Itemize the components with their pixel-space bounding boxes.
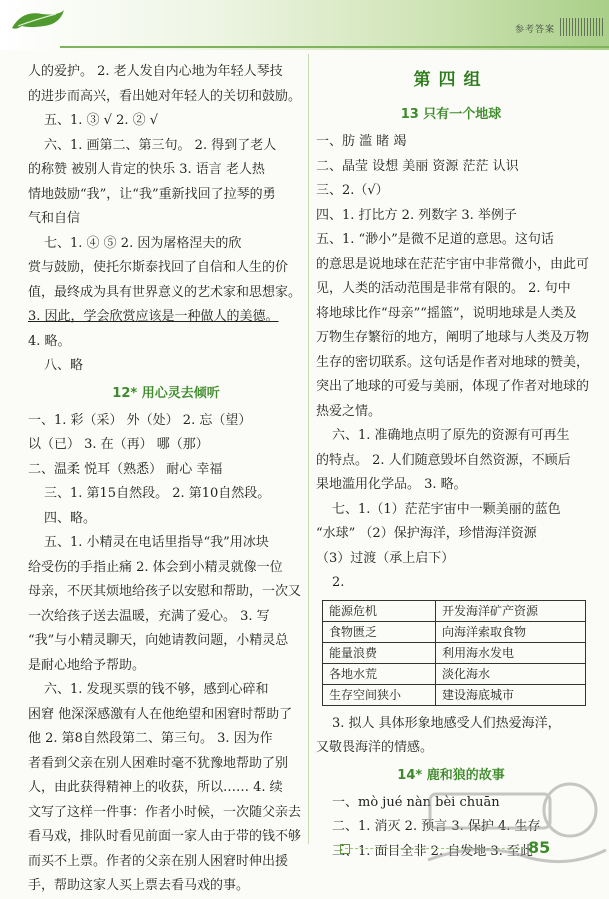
- text-line: 八、略: [44, 358, 84, 373]
- text-line: 手，帮助这家人买上票去看马戏的事。: [28, 878, 250, 893]
- text-line: 值，最终成为具有世界意义的艺术家和思想家。: [28, 284, 302, 300]
- text-line: 六、1. 画第二、第三句。 2. 得到了老人: [44, 137, 277, 153]
- section-title-13: 13 只有一个地球: [400, 107, 502, 122]
- text-line: 2.: [332, 575, 345, 590]
- text-line: 看马戏，排队时看见前面一家人由于带的钱不够: [28, 829, 302, 844]
- header-rule: [60, 46, 609, 48]
- text-line: 五、1. ③ √ 2. ② √: [44, 113, 159, 128]
- text-line: 二、晶莹 设想 美丽 资源 茫茫 认识: [316, 158, 519, 174]
- text-line: 三、1. 面目全非 2. 自发地 3. 至此: [332, 843, 533, 859]
- table-row: [323, 600, 586, 621]
- text-line: 一、肪 滥 睹 竭: [316, 134, 407, 149]
- text-line: 四、1. 打比方 2. 列数字 3. 举例子: [316, 207, 517, 223]
- table-cell: 各地水荒: [323, 663, 436, 684]
- text-line: 三、1. 第15自然段。 2. 第10自然段。: [44, 486, 271, 501]
- text-line: 热爱之情。: [316, 403, 382, 419]
- text-line: 而买不上票。作者的父亲在别人困窘时伸出援: [28, 853, 289, 869]
- table-cell: 淡化海水: [435, 663, 585, 684]
- table-cell: 开发海洋矿产资源: [435, 600, 585, 621]
- text-line: 的意思是说地球在茫茫宇宙中非常微小，由此可: [316, 256, 590, 272]
- section-title-14: 14* 鹿和狼的故事: [397, 767, 505, 783]
- page-number: 85: [528, 838, 551, 857]
- text-line: （3）过渡（承上启下）: [316, 550, 455, 566]
- text-line: 又敬畏海洋的情感。: [316, 740, 434, 755]
- text-line: 给受伤的手指止痛 2. 体会到小精灵就像一位: [28, 559, 283, 575]
- header-title: 参考答案: [515, 25, 556, 35]
- text-line: 一、1. 彩（采） 外（处） 2. 忘（望）: [28, 412, 252, 428]
- text-line: 六、1. 发现买票的钱不够，感到心碎和: [44, 682, 269, 697]
- left-column: [28, 60, 304, 899]
- text-line: “水球” （2）保护海洋，珍惜海洋资源: [316, 526, 537, 541]
- text-line: 万物生存繁衍的地方，阐明了地球与人类及万物: [316, 330, 590, 345]
- text-line: 二、1. 消灭 2. 预言 3. 保护 4. 生存: [332, 819, 541, 834]
- text-line: 3. 拟人 具体形象地感受人们热爱海洋，: [332, 715, 561, 731]
- text-line: 五、1. 小精灵在电话里指导“我”用冰块: [44, 535, 269, 550]
- text-line: 困窘 他深深感激有人在他绝望和困窘时帮助了: [28, 706, 293, 722]
- table-cell: 利用海水发电: [435, 642, 585, 663]
- text-line: 人的爱护。 2. 老人发自内心地为年轻人琴技: [28, 64, 283, 79]
- text-line: 气和自信: [28, 211, 81, 226]
- barcode-decoration: [560, 18, 605, 36]
- text-line: 的进步而高兴，看出她对年轻人的关切和鼓励。: [28, 88, 302, 104]
- right-column: [316, 60, 590, 864]
- table-cell: 生存空间狭小: [323, 684, 436, 705]
- text-line: 突出了地球的可爱与美丽，体现了作者对地球的: [316, 379, 590, 394]
- text-line: 者看到父亲在别人困难时毫不犹豫地帮助了别: [28, 755, 289, 771]
- text-line: 4. 略。: [28, 333, 71, 349]
- table-row: [323, 684, 586, 705]
- table-cell: 建设海底城市: [435, 684, 585, 705]
- section-title-12: 12* 用心灵去倾听: [112, 385, 220, 401]
- text-line: 一、mò jué nàn bèi chuān: [332, 794, 500, 810]
- text-line: 人，由此获得精神上的收获，所以…… 4. 续: [28, 780, 283, 795]
- text-line: 文写了这样一件事：作者小时候，一次随父亲去: [28, 804, 302, 820]
- underlined-answer: 3. 因此，学会欣赏应该是一种做人的美德。: [28, 309, 279, 324]
- text-line: 三、2.（√）: [316, 183, 389, 198]
- text-line: 赏与鼓励，使托尔斯泰找回了自信和人生的价: [28, 260, 289, 275]
- text-line: 一次给孩子送去温暖，充满了爱心。 3. 写: [28, 608, 270, 624]
- table-cell: 能量浪费: [323, 642, 436, 663]
- text-line: 是耐心地给予帮助。: [28, 657, 146, 673]
- text-line: 的称赞 被别人肯定的快乐 3. 语言 老人热: [28, 162, 265, 177]
- watermark-logo-icon: [420, 780, 609, 870]
- leaf-logo-icon: [8, 6, 68, 36]
- text-line: 六、1. 准确地点明了原先的资源有可再生: [332, 428, 570, 443]
- text-line: 果地滥用化学品。 3. 略。: [316, 477, 467, 492]
- text-line: 母亲，不厌其烦地给孩子以安慰和帮助，一次又: [28, 584, 302, 599]
- text-line: 七、1.（1）茫茫宇宙中一颗美丽的蓝色: [332, 501, 561, 517]
- text-line: 将地球比作“母亲”“摇篮”，说明地球是人类及: [316, 305, 577, 321]
- table-row: [323, 621, 586, 642]
- table-cell: 能源危机: [323, 600, 436, 621]
- text-line: 七、1. ④ ⑤ 2. 因为屠格涅夫的欣: [44, 235, 242, 251]
- text-line: 二、温柔 悦耳（熟悉） 耐心 幸福: [28, 461, 223, 477]
- column-divider: [308, 54, 309, 844]
- table-cell: 向海洋索取食物: [435, 621, 585, 642]
- text-line: 他 2. 第8自然段第二、第三句。 3. 因为作: [28, 731, 273, 746]
- text-line: 五、1. “渺小”是微不足道的意思。这句话: [316, 232, 554, 247]
- text-line: 生存的密切联系。这句话是作者对地球的赞美，: [316, 354, 590, 370]
- group-title: 第四组: [413, 70, 489, 90]
- table-cell: 食物匮乏: [323, 621, 436, 642]
- text-line: 以（已） 3. 在（再） 哪（那）: [28, 437, 209, 452]
- answer-table: [322, 600, 586, 706]
- text-line: “我”与小精灵聊天，向她请教问题，小精灵总: [28, 633, 289, 648]
- text-line: 情地鼓励“我”，让“我”重新找回了拉琴的勇: [28, 186, 276, 202]
- table-row: [323, 663, 586, 684]
- text-line: 见，人类的活动范围是非常有限的。 2. 句中: [316, 281, 571, 296]
- text-line: 四、略。: [44, 510, 97, 526]
- text-line: [28, 305, 304, 330]
- table-row: [323, 642, 586, 663]
- text-line: 的特点。 2. 人们随意毁坏自然资源，不顾后: [316, 452, 571, 468]
